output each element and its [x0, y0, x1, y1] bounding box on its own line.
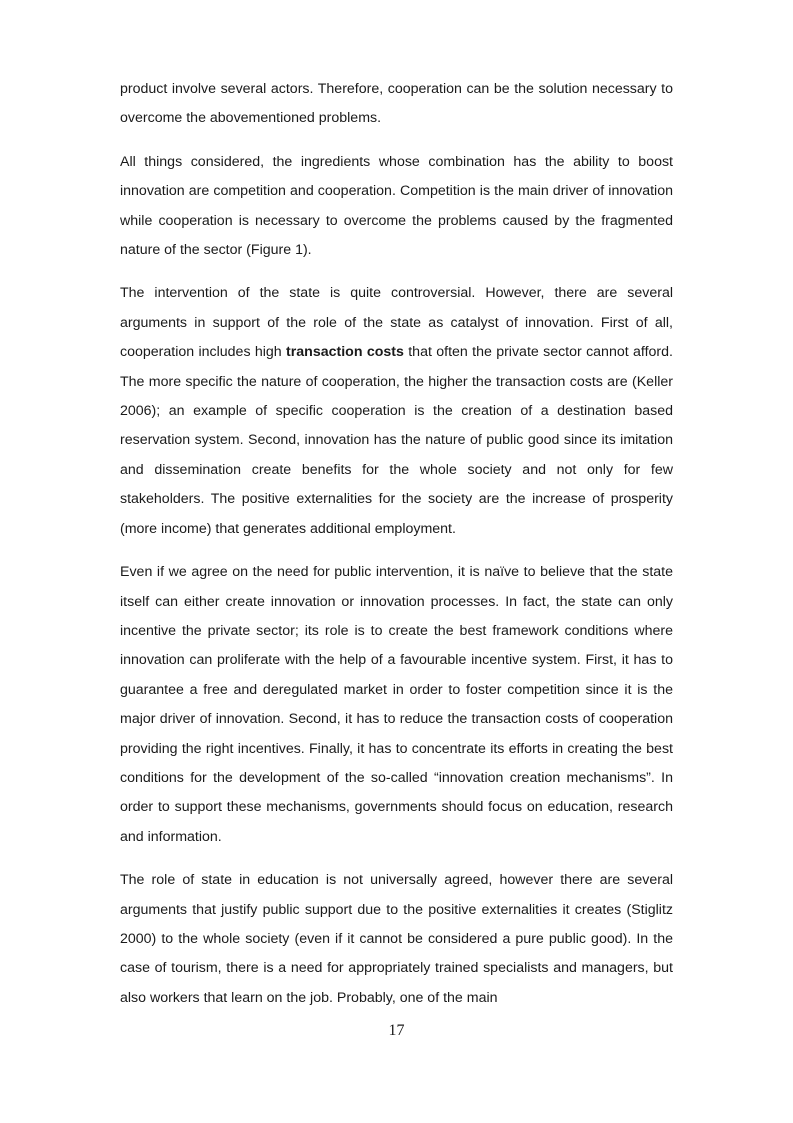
page-number: 17: [388, 1022, 405, 1039]
paragraph-1-text: product involve several actors. Therefore, cooperation can be the solution necessary to overcome the abovementioned problems.: [120, 81, 673, 127]
paragraph-4-text: Even if we agree on the need for public intervention, it is naïve to believe that the state itself can either create innovation or innovation processes. In fact, the state can only incentive the private sector; its role is to create the best framework conditions where innovation can proliferate with the help of a favourable incentive system. First, it has to guarantee a free and deregulated market in order to foster competition since it is the major driver of innovation. Second, it has to reduce the transaction costs of cooperation providing the right incentives. Finally, it has to concentrate its efforts in creating the best conditions for the development of the so-called “innovation creation mechanisms”. In order to support these mechanisms, governments should focus on education, research and information.: [120, 564, 673, 845]
paragraph-3-text-after: that often the private sector cannot afford. The more specific the nature of cooperation, the higher the transaction costs are (Keller 2006); an example of specific cooperation is the creation of a destination based reservation system. Second, innovation has the nature of public good since its imitation and dissemination create benefits for the whole society and not only for few stakeholders. The positive externalities for the society are the increase of prosperity (more income) that generates additional employment.: [120, 344, 673, 537]
paragraph-2-text: All things considered, the ingredients whose combination has the ability to boost innovation are competition and cooperation. Competition is the main driver of innovation while cooperation is necessary to overcome the problems caused by the fragmented nature of the sector (Figure 1).: [120, 153, 673, 259]
paragraph-3-text-before: The intervention of the state is quite controversial. However, there are several arguments in support of the role of the state as catalyst of innovation. First of all, cooperation includes high: [120, 285, 673, 361]
paragraph-4: [120, 558, 673, 852]
paragraph-5-text: The role of state in education is not universally agreed, however there are several arguments that justify public support due to the positive externalities it creates (Stiglitz 2000) to the whole society (even if it cannot be considered a pure public good). In the case of tourism, there is a need for appropriately trained specialists and managers, but also workers that learn on the job. Probably, one of the main: [120, 872, 673, 1006]
document-page: [120, 75, 673, 1027]
paragraph-5: [120, 866, 673, 1013]
bold-term-transaction-costs: transaction costs: [286, 344, 404, 361]
paragraph-1: [120, 75, 673, 134]
paragraph-3: [120, 279, 673, 544]
paragraph-2: [120, 148, 673, 266]
